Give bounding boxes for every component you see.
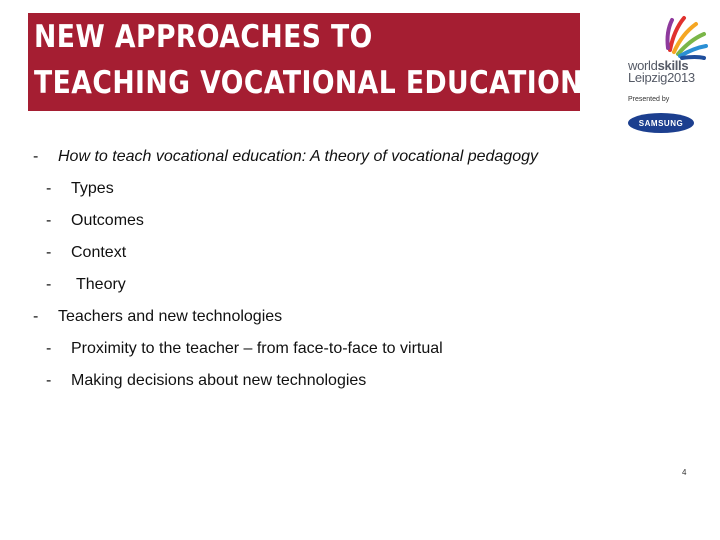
bullet-text: Proximity to the teacher – from face-to-face to virtual [71, 340, 443, 357]
bullet-dash: - [46, 372, 52, 389]
bullet-text: Types [71, 180, 114, 197]
bullet-dash: - [46, 276, 52, 293]
bullet-dash: - [46, 340, 52, 357]
bullet-dash: - [33, 148, 39, 165]
bullet-dash: - [46, 244, 52, 261]
bullet-text: Outcomes [71, 212, 144, 229]
page-number: 4 [682, 468, 687, 477]
bullet-dash: - [46, 212, 52, 229]
slide-title-line-2: TEACHING VOCATIONAL EDUCATION [34, 65, 583, 101]
logo-city-year: Leipzig2013 [628, 70, 695, 85]
slide-title-line-1: NEW APPROACHES TO [34, 19, 373, 55]
bullet-text: Teachers and new technologies [58, 308, 283, 325]
bullet-dash: - [46, 180, 52, 197]
logo-wordmark: worldskills [628, 58, 689, 73]
bullet-text: How to teach vocational education: A theory of vocational pedagogy [58, 148, 539, 165]
bullet-dash: - [33, 308, 39, 325]
bullet-text: Making decisions about new technologies [71, 372, 367, 389]
logo-presented-by: Presented by [628, 96, 670, 103]
worldskills-logo [600, 10, 710, 135]
title-banner [28, 13, 583, 111]
samsung-logo: SAMSUNG [628, 113, 694, 133]
bullet-text: Context [71, 244, 127, 261]
bullet-text: Theory [76, 276, 126, 293]
